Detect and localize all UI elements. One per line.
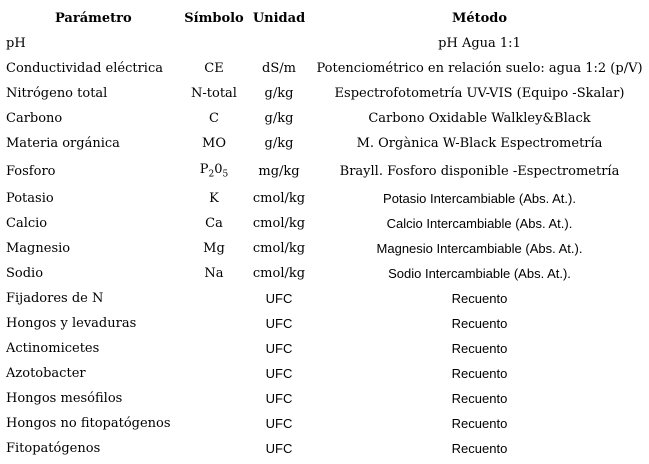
cell-unidad: UFC (265, 416, 293, 431)
header-unidad: Unidad (252, 10, 306, 26)
table-row (0, 211, 649, 236)
table-header-row (0, 5, 649, 31)
cell-parametro: Actinomicetes (6, 341, 100, 356)
table-row (0, 81, 649, 106)
cell-metodo: Brayll. Fosforo disponible -Espectrometría (339, 163, 620, 179)
cell-unidad: cmol/kg (252, 266, 306, 281)
cell-unidad: dS/m (262, 61, 296, 76)
cell-simbolo (180, 156, 248, 186)
cell-parametro: Conductividad eléctrica (6, 61, 163, 76)
cell-simbolo: N-total (191, 86, 237, 101)
table-row (0, 386, 649, 411)
cell-unidad: g/kg (264, 86, 294, 101)
cell-simbolo: Ca (205, 216, 223, 231)
cell-parametro: Hongos y levaduras (6, 316, 137, 331)
cell-unidad (248, 31, 310, 56)
cell-metodo: Recuento (451, 391, 508, 406)
parameters-table (0, 5, 649, 461)
table-row (0, 131, 649, 156)
cell-parametro: Hongos no fitopatógenos (6, 416, 171, 431)
cell-parametro: Azotobacter (6, 366, 86, 381)
cell-metodo: Potasio Intercambiable (Abs. At.). (383, 191, 576, 206)
cell-simbolo: MO (202, 136, 226, 151)
table-row (0, 261, 649, 286)
simbolo-base-p: P (199, 162, 209, 178)
cell-parametro: Fitopatógenos (6, 441, 101, 456)
cell-unidad: cmol/kg (252, 216, 306, 231)
cell-simbolo (180, 31, 248, 56)
cell-metodo: Recuento (451, 441, 508, 456)
table-row (0, 411, 649, 436)
cell-parametro: Carbono (6, 111, 63, 126)
cell-unidad: g/kg (264, 136, 294, 151)
cell-simbolo (180, 436, 248, 461)
cell-metodo: Calcio Intercambiable (Abs. At.). (386, 216, 573, 231)
table-row (0, 286, 649, 311)
table-row (0, 236, 649, 261)
cell-simbolo (180, 311, 248, 336)
table-row (0, 436, 649, 461)
cell-parametro: Potasio (6, 191, 54, 206)
cell-metodo: Recuento (451, 341, 508, 356)
cell-metodo: Sodio Intercambiable (Abs. At.). (388, 266, 571, 281)
cell-metodo: Recuento (451, 291, 508, 306)
header-simbolo: Símbolo (184, 10, 244, 26)
cell-parametro: Sodio (6, 266, 44, 281)
cell-unidad: cmol/kg (252, 241, 306, 256)
cell-simbolo (180, 336, 248, 361)
cell-metodo: Recuento (451, 366, 508, 381)
cell-parametro: Nitrógeno total (6, 86, 108, 101)
table-row (0, 361, 649, 386)
cell-metodo: Recuento (451, 316, 508, 331)
header-parametro: Parámetro (55, 10, 132, 26)
cell-unidad: UFC (265, 291, 293, 306)
table-row (0, 186, 649, 211)
cell-unidad: g/kg (264, 111, 294, 126)
table-row (0, 336, 649, 361)
cell-metodo: Magnesio Intercambiable (Abs. At.). (376, 241, 583, 256)
cell-unidad: UFC (265, 391, 293, 406)
cell-simbolo: Mg (203, 241, 225, 256)
table-row (0, 31, 649, 56)
cell-unidad: UFC (265, 366, 293, 381)
cell-metodo: Espectrofotometría UV-VIS (Equipo -Skalar) (334, 86, 625, 101)
cell-parametro: Materia orgánica (6, 136, 120, 151)
cell-parametro: Magnesio (6, 241, 71, 256)
cell-metodo: Recuento (451, 416, 508, 431)
cell-unidad: UFC (265, 441, 293, 456)
cell-simbolo (180, 411, 248, 436)
simbolo-sub-5: 5 (222, 169, 229, 180)
cell-simbolo (180, 286, 248, 311)
table-row (0, 56, 649, 81)
cell-metodo: Carbono Oxidable Walkley&Black (368, 111, 591, 126)
cell-metodo: M. Orgànica W-Black Espectrometría (356, 136, 603, 151)
cell-parametro: Fijadores de N (6, 291, 104, 306)
cell-parametro: Hongos mesófilos (6, 391, 123, 406)
cell-parametro: Calcio (6, 216, 48, 231)
cell-simbolo: Na (204, 266, 224, 281)
cell-simbolo: K (209, 191, 219, 206)
simbolo-sub-2: 2 (208, 169, 215, 180)
table-row (0, 311, 649, 336)
cell-metodo: pH Agua 1:1 (438, 36, 521, 51)
table-row (0, 156, 649, 186)
cell-unidad: UFC (265, 316, 293, 331)
cell-metodo: Potenciométrico en relación suelo: agua 1:2 (p/V) (316, 61, 643, 76)
cell-simbolo (180, 386, 248, 411)
table-row (0, 106, 649, 131)
cell-simbolo: C (209, 111, 219, 126)
cell-unidad: cmol/kg (252, 191, 306, 206)
simbolo-base-0: 0 (214, 162, 223, 178)
cell-parametro: Fosforo (6, 163, 56, 179)
cell-simbolo: CE (204, 61, 224, 76)
cell-parametro: pH (6, 36, 26, 51)
cell-simbolo (180, 361, 248, 386)
cell-unidad: UFC (265, 341, 293, 356)
cell-unidad: mg/kg (258, 163, 300, 179)
header-metodo: Método (451, 10, 508, 26)
